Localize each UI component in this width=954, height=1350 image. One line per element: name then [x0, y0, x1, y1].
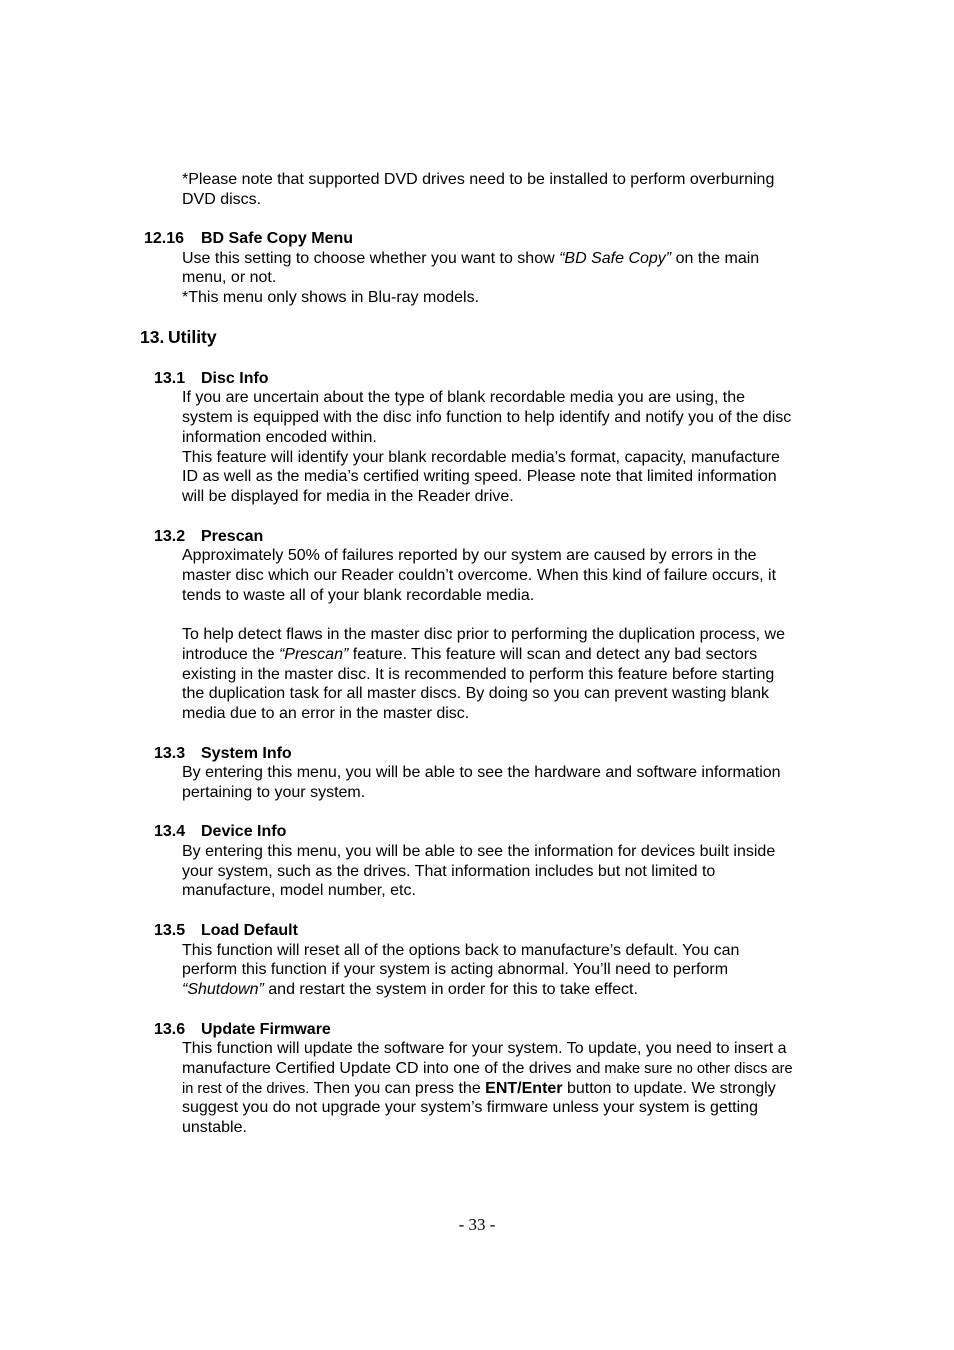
section-13-4-line-2: your system, such as the drives. That information includes but not limited to	[182, 863, 716, 880]
section-12-16-line-1	[182, 249, 759, 269]
section-13-2-line-6: existing in the master disc. It is recommended to perform this feature before starting	[182, 666, 775, 683]
section-12-16-text: Use this setting to choose whether you want to show	[182, 250, 560, 267]
bd-safe-copy-term: “BD Safe Copy”	[559, 250, 672, 267]
section-13-4-line-1: By entering this menu, you will be able to see the information for devices built inside	[182, 843, 776, 860]
section-13-6-line-3	[182, 1079, 776, 1100]
page-number: - 33 -	[458, 1215, 496, 1234]
section-13-3-line-1: By entering this menu, you will be able to see the hardware and software information	[182, 764, 781, 781]
chapter-13-title: Utility	[168, 327, 217, 347]
section-12-16-number: 12.16	[144, 230, 185, 247]
section-13-6-small-text: and make sure no other discs are	[575, 1061, 793, 1077]
section-12-16-line-2: menu, or not.	[182, 269, 277, 286]
section-13-1-line-1: If you are uncertain about the type of blank recordable media you are using, the	[182, 389, 746, 406]
shutdown-term: “Shutdown”	[182, 981, 264, 998]
section-13-2-line-2: master disc which our Reader couldn’t overcome. When this kind of failure occurs, it	[182, 567, 777, 584]
section-13-2-line-1: Approximately 50% of failures reported by our system are caused by errors in the	[182, 547, 757, 564]
section-12-16-text: on the main	[671, 250, 760, 267]
section-13-6-text: button to update. We strongly	[562, 1080, 776, 1097]
chapter-13-number: 13.	[140, 327, 165, 347]
section-13-2-line-4: To help detect flaws in the master disc prior to performing the duplication process, we	[182, 626, 785, 643]
section-13-1-number: 13.1	[154, 370, 186, 387]
section-13-1-line-5: ID as well as the media’s certified writing speed. Please note that limited information	[182, 468, 777, 485]
intro-note-line-1: *Please note that supported DVD drives need to be installed to perform overburning	[182, 171, 775, 188]
section-13-6-text: Then you can press the	[309, 1080, 486, 1097]
section-13-3-title: System Info	[201, 745, 292, 762]
section-13-5-title: Load Default	[201, 922, 298, 939]
section-13-3-number: 13.3	[154, 745, 186, 762]
section-13-2-title: Prescan	[201, 528, 264, 545]
section-13-2-number: 13.2	[154, 528, 186, 545]
section-13-6-line-2	[182, 1059, 793, 1080]
section-13-6-title: Update Firmware	[201, 1021, 331, 1038]
section-13-2-line-7: the duplication task for all master discs. By doing so you can prevent wasting blank	[182, 685, 769, 702]
section-13-6-line-1: This function will update the software for your system. To update, you need to insert a	[182, 1040, 787, 1057]
section-13-1-line-6: will be displayed for media in the Reader drive.	[182, 488, 514, 505]
section-13-4-title: Device Info	[201, 823, 287, 840]
section-13-2-line-3: tends to waste all of your blank recordable media.	[182, 587, 535, 604]
section-13-1-line-3: information encoded within.	[182, 429, 377, 446]
section-13-2-line-8: media due to an error in the master disc.	[182, 705, 470, 722]
section-13-6-text: manufacture Certified Update CD into one of the drives	[182, 1060, 576, 1077]
section-13-4-line-3: manufacture, model number, etc.	[182, 882, 416, 899]
section-13-5-line-1: This function will reset all of the options back to manufacture’s default. You can	[182, 942, 740, 959]
section-13-6-line-5: unstable.	[182, 1119, 247, 1136]
section-13-6-line-4: suggest you do not upgrade your system’s firmware unless your system is getting	[182, 1099, 758, 1116]
section-13-5-line-3	[182, 980, 638, 1000]
intro-note-line-2: DVD discs.	[182, 191, 262, 208]
section-13-6-small-text: in rest of the drives.	[182, 1081, 310, 1097]
section-13-5-number: 13.5	[154, 922, 186, 939]
section-12-16-title: BD Safe Copy Menu	[201, 230, 354, 247]
ent-enter-key-label: ENT/Enter	[485, 1080, 563, 1097]
section-13-1-line-2: system is equipped with the disc info function to help identify and notify you of the disc	[182, 409, 792, 426]
section-13-5-line-2: perform this function if your system is acting abnormal. You’ll need to perform	[182, 961, 729, 978]
section-13-2-line-5	[182, 645, 757, 665]
prescan-term: “Prescan”	[278, 646, 349, 663]
section-13-1-line-4: This feature will identify your blank recordable media’s format, capacity, manufacture	[182, 449, 780, 466]
section-13-2-text: introduce the	[182, 646, 279, 663]
section-13-6-number: 13.6	[154, 1021, 186, 1038]
section-13-3-line-2: pertaining to your system.	[182, 784, 366, 801]
section-12-16-line-3: *This menu only shows in Blu-ray models.	[182, 289, 480, 306]
section-13-5-text: and restart the system in order for this to take effect.	[263, 981, 638, 998]
section-13-2-text: feature. This feature will scan and detect any bad sectors	[348, 646, 758, 663]
section-13-1-title: Disc Info	[201, 370, 269, 387]
section-13-4-number: 13.4	[154, 823, 186, 840]
